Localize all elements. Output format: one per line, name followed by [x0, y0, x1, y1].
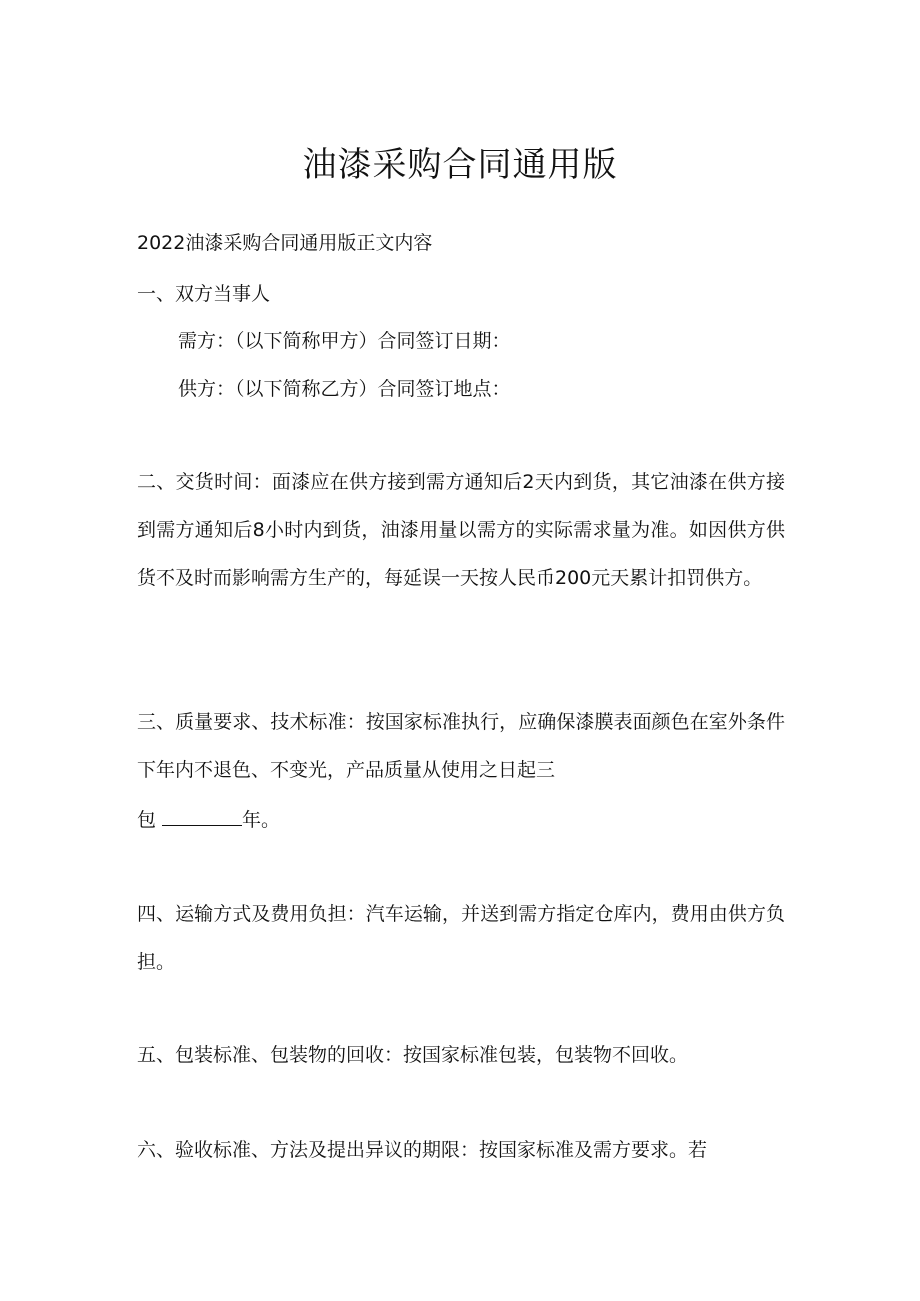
section6-paragraph: 六、验收标准、方法及提出异议的期限：按国家标准及需方要求。若: [137, 1139, 708, 1161]
buyer-line: 需方：（以下简称甲方）合同签订日期：: [178, 330, 511, 352]
supplier-line: 供方：（以下简称乙方）合同签订地点：: [178, 378, 511, 400]
document-subtitle: 2022油漆采购合同通用版正文内容: [137, 232, 433, 254]
section3-last-suffix: 年。: [242, 809, 281, 831]
document-title: 油漆采购合同通用版: [302, 145, 618, 185]
section3-last-line: [137, 807, 280, 832]
section5-paragraph: 五、包装标准、包装物的回收：按国家标准包装，包装物不回收。: [137, 1044, 689, 1066]
section1-heading: 一、双方当事人: [137, 283, 271, 305]
section3-last-prefix: 包: [137, 809, 157, 831]
section2-paragraph: 二、交货时间：面漆应在供方接到需方通知后2天内到货，其它油漆在供方接到需方通知后8小时内到货，油漆用量以需方的实际需求量为准。如因供方供货不及时而影响需方生产的，每延误一天按人民币200元天累计扣罚供方。: [137, 471, 785, 589]
warranty-years-blank: [162, 807, 242, 826]
section4-paragraph: 四、运输方式及费用负担：汽车运输，并送到需方指定仓库内，费用由供方负担。: [137, 903, 785, 973]
section3-paragraph: 三、质量要求、技术标准：按国家标准执行，应确保漆膜表面颜色在室外条件下年内不退色、不变光，产品质量从使用之日起三: [137, 711, 785, 781]
